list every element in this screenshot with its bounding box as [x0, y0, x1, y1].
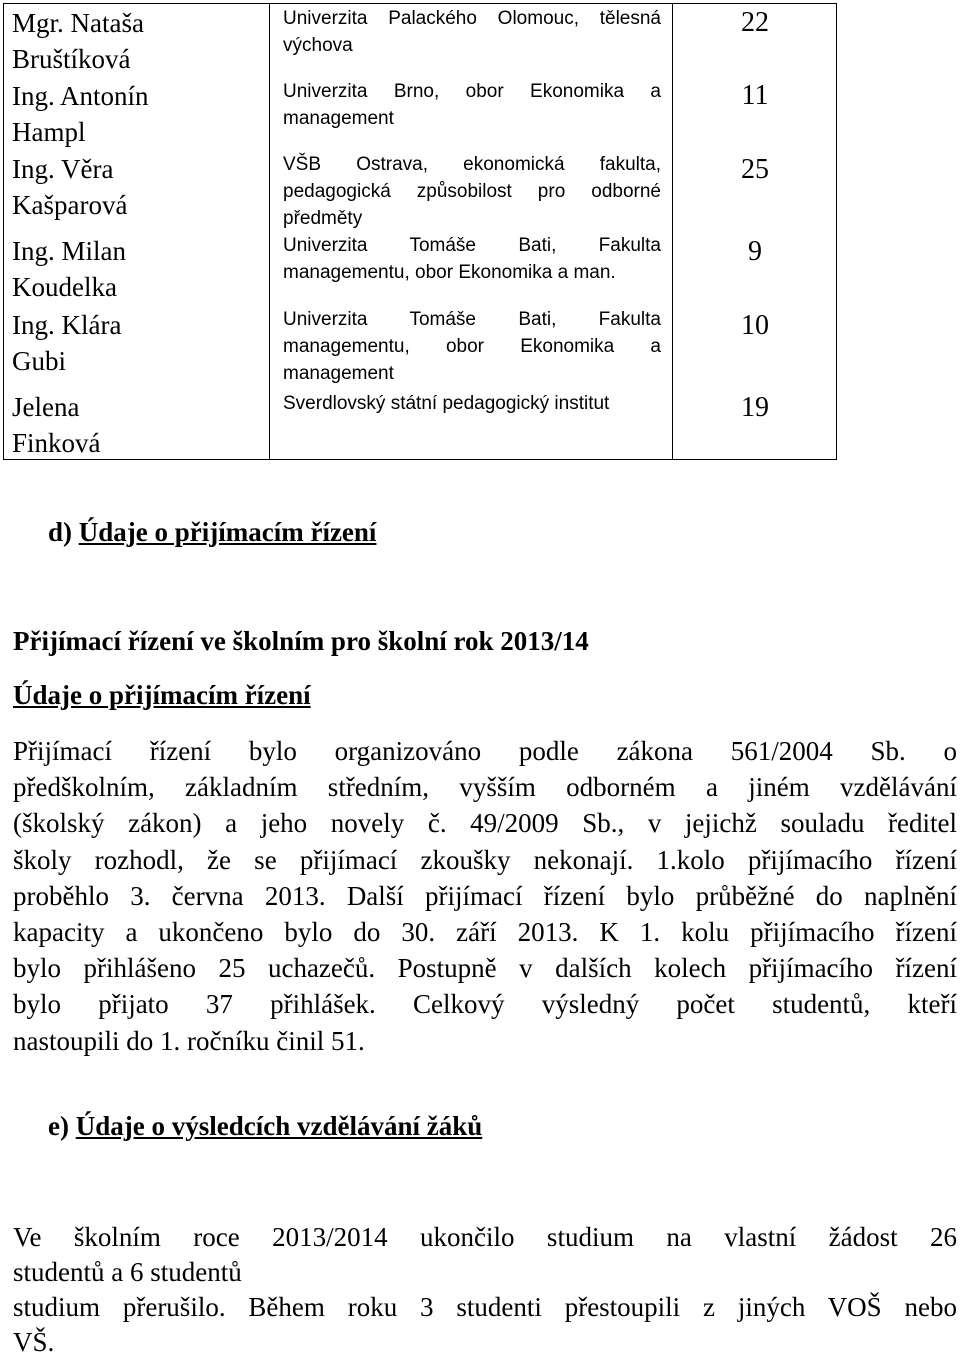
section-d-heading: [48, 517, 376, 548]
teacher-years: 9: [748, 236, 762, 267]
teacher-name: Ing. Milan Koudelka: [12, 236, 126, 302]
teacher-name: Ing. Antonín Hampl: [12, 81, 149, 147]
teacher-name: Ing. Klára Gubi: [12, 310, 122, 376]
teacher-school: Univerzita Palackého Olomouc, tělesná výchova: [283, 8, 661, 56]
teacher-years: 19: [741, 392, 769, 423]
teacher-school: Univerzita Brno, obor Ekonomika a management: [283, 81, 661, 129]
paragraph-line: nastoupili do 1. ročníku činil 51.: [13, 1025, 365, 1056]
section-e-letter: e): [48, 1111, 69, 1141]
teacher-years: 10: [741, 310, 769, 341]
admission-paragraph: [13, 733, 957, 1059]
paragraph-line: VŠ.: [13, 1327, 55, 1357]
paragraph-line: Přijímací řízení bylo organizováno podle zákona 561/2004 Sb. o: [13, 736, 957, 766]
teacher-years: 22: [741, 7, 769, 38]
teacher-years: 25: [741, 154, 769, 185]
teacher-school: Sverdlovský státní pedagogický institut: [283, 393, 610, 414]
teacher-school: Univerzita Tomáše Bati, Fakulta managementu, obor Ekonomika a management: [283, 309, 661, 384]
paragraph-line: kapacity a ukončeno bylo do 30. září 2013. K 1. kolu přijímacího řízení: [13, 917, 957, 948]
teacher-name: Mgr. Nataša Bruštíková: [12, 8, 144, 74]
teacher-years: 11: [741, 80, 769, 111]
paragraph-line: Ve školním roce 2013/2014 ukončilo studium na vlastní žádost 26: [13, 1222, 957, 1252]
paragraph-line: předškolním, základním středním, vyšším odborném a jiném vzdělávání: [13, 772, 957, 803]
paragraph-line: studentů a 6 studentů: [13, 1257, 242, 1287]
section-d-title: Údaje o přijímacím řízení: [78, 517, 377, 547]
teacher-name: Ing. Věra Kašparová: [12, 154, 128, 220]
teacher-school: VŠB Ostrava, ekonomická fakulta, pedagogická způsobilost pro odborné předměty: [283, 154, 661, 229]
paragraph-line: proběhlo 3. června 2013. Další přijímací řízení bylo průběžné do naplnění: [13, 880, 957, 911]
paragraph-line: bylo přijato 37 přihlášek. Celkový výsledný počet studentů, kteří: [13, 989, 957, 1020]
admission-subheading: Přijímací řízení ve školním pro školní rok 2013/14: [13, 626, 589, 656]
admission-subheading-2: Údaje o přijímacím řízení: [13, 680, 311, 710]
teacher-name: Jelena Finková: [12, 392, 101, 458]
results-paragraph: [13, 1220, 957, 1360]
section-d-letter: d): [48, 517, 73, 547]
paragraph-line: studium přerušilo. Během roku 3 studenti přestoupili z jiných VOŠ nebo: [13, 1292, 957, 1322]
section-e-heading: [48, 1111, 482, 1142]
paragraph-line: školy rozhodl, že se přijímací zkoušky nekonají. 1.kolo přijímacího řízení: [13, 844, 957, 875]
section-e-title: Údaje o výsledcích vzdělávání žáků: [75, 1111, 483, 1141]
paragraph-line: (školský zákon) a jeho novely č. 49/2009 Sb., v jejichž souladu ředitel: [13, 808, 957, 839]
teacher-school: Univerzita Tomáše Bati, Fakulta managementu, obor Ekonomika a man.: [283, 235, 661, 283]
paragraph-line: bylo přihlášeno 25 uchazečů. Postupně v dalších kolech přijímacího řízení: [13, 953, 957, 984]
